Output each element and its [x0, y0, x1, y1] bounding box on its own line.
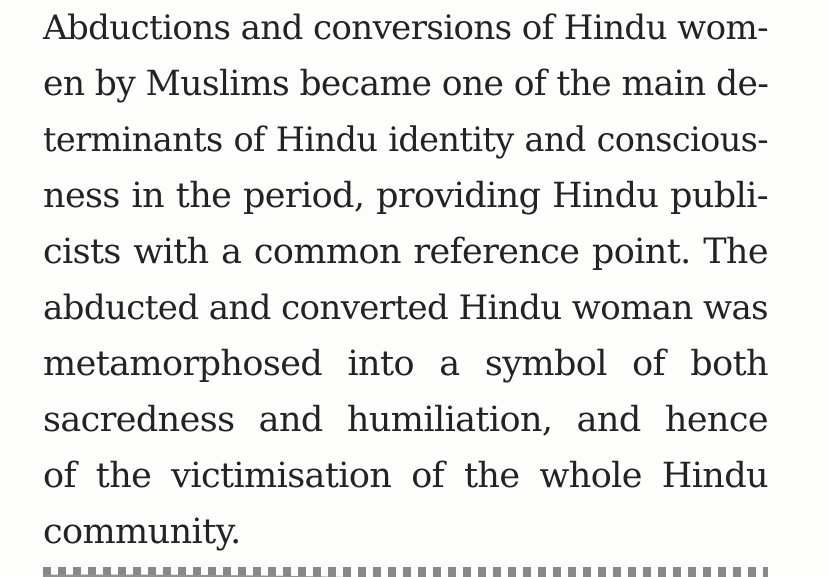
- paragraph-line: metamorphosed into a symbol of both: [43, 344, 768, 384]
- paragraph-line: sacredness and humiliation, and hence: [43, 400, 768, 440]
- paragraph-line: cists with a common reference point. The: [43, 232, 768, 272]
- cropped-next-line: [43, 555, 768, 577]
- cropped-text-fragment: [43, 567, 768, 577]
- paragraph-line: of the victimisation of the whole Hindu: [43, 456, 768, 496]
- paragraph-line: community.: [43, 512, 241, 552]
- paragraph-line: en by Muslims became one of the main de-: [43, 64, 769, 104]
- paragraph-line: terminants of Hindu identity and conscious-: [43, 120, 768, 159]
- paragraph-line: abducted and converted Hindu woman was: [43, 288, 768, 328]
- paragraph-line: Abductions and conversions of Hindu wom-: [43, 8, 768, 48]
- paragraph-line: ness in the period, providing Hindu publi-: [43, 176, 768, 216]
